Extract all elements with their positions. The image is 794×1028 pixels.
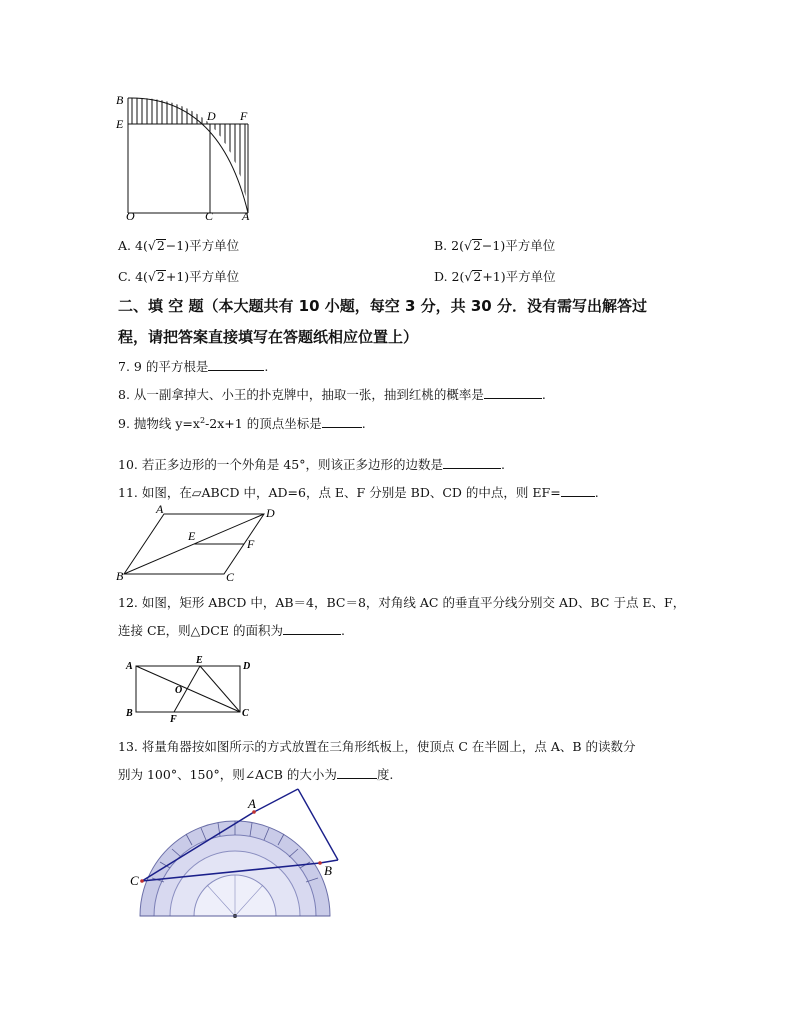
label-B: B xyxy=(116,569,124,583)
label-A: A xyxy=(156,502,164,516)
answer-blank[interactable] xyxy=(283,622,341,635)
label-D: D xyxy=(266,506,275,520)
label-A: A xyxy=(248,796,256,811)
question-10: 10. 若正多边形的一个外角是 45°，则该正多边形的边数是 . xyxy=(118,457,505,472)
figure-q12 xyxy=(122,652,257,724)
label-C: C xyxy=(226,570,235,584)
section-heading-line2: 程，请把答案直接填写在答题纸相应位置上） xyxy=(118,328,419,346)
label-O: O xyxy=(126,209,135,223)
label-A: A xyxy=(242,209,250,223)
label-E: E xyxy=(196,655,203,666)
figure-q13-protractor xyxy=(122,785,352,925)
figure-q11 xyxy=(112,502,282,587)
question-12-line2: 连接 CE，则△DCE 的面积为 . xyxy=(118,623,345,638)
label-B: B xyxy=(116,93,124,107)
question-9: 9. 抛物线 $y=x^2-2x+1$ 的顶点坐标是 . xyxy=(118,415,366,431)
label-C: C xyxy=(130,873,139,888)
answer-blank[interactable] xyxy=(484,386,542,399)
section-heading-line1: 二、填 空 题（本大题共有 10 小题，每空 3 分，共 30 分．没有需写出解答过 xyxy=(118,297,647,315)
label-C: C xyxy=(205,209,214,223)
label-F: F xyxy=(247,537,255,551)
answer-blank[interactable] xyxy=(208,358,264,371)
option-a: A. 4(√2−1)平方单位 xyxy=(118,238,240,253)
question-13-line2: 别为 100°、150°，则∠ACB 的大小为 度. xyxy=(118,767,394,782)
question-12-line1: 12. 如图，矩形 ABCD 中，AB＝4，BC＝8，对角线 AC 的垂直平分线分别交 AD、BC 于点 E、F， xyxy=(118,595,686,610)
label-D: D xyxy=(243,661,251,672)
question-8: 8. 从一副拿掉大、小王的扑克牌中，抽取一张，抽到红桃的概率是 . xyxy=(118,387,546,402)
label-A: A xyxy=(126,661,133,672)
option-b: B. 2(√2−1)平方单位 xyxy=(434,238,556,253)
answer-blank[interactable] xyxy=(337,766,377,779)
label-B: B xyxy=(324,863,332,878)
label-F: F xyxy=(170,714,177,724)
answer-blank[interactable] xyxy=(322,415,362,428)
figure-q6 xyxy=(110,88,260,223)
question-7: 7. 9 的平方根是 . xyxy=(118,359,269,374)
question-11: 11. 如图，在▱ABCD 中，AD=6，点 E、F 分别是 BD、CD 的中点，则 EF= . xyxy=(118,485,599,500)
label-C: C xyxy=(242,708,249,719)
label-D: D xyxy=(207,109,216,123)
label-O: O xyxy=(175,685,183,696)
label-E: E xyxy=(116,117,124,131)
label-B: B xyxy=(126,708,133,719)
answer-blank[interactable] xyxy=(443,456,501,469)
question-13-line1: 13. 将量角器按如图所示的方式放置在三角形纸板上，使顶点 C 在半圆上，点 A、B 的读数分 xyxy=(118,739,636,754)
answer-blank[interactable] xyxy=(561,484,595,497)
option-c: C. 4(√2+1)平方单位 xyxy=(118,269,240,284)
option-d: D. 2(√2+1)平方单位 xyxy=(434,269,556,284)
label-E: E xyxy=(188,529,196,543)
label-F: F xyxy=(240,109,248,123)
